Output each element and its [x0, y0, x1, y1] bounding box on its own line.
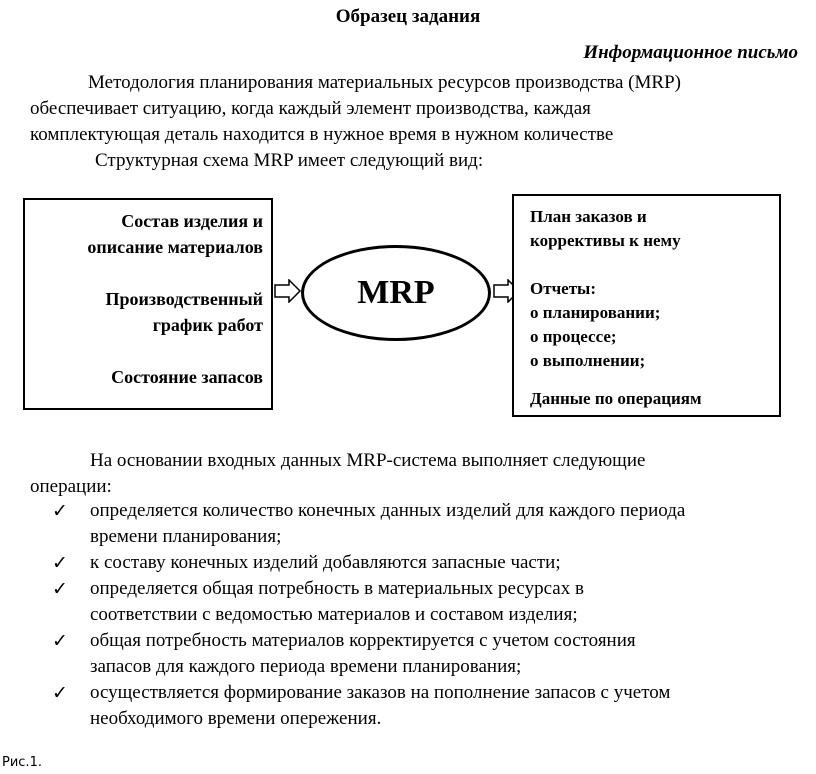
page-title: Образец задания	[335, 6, 481, 27]
output-item-3: Данные по операциям	[530, 389, 702, 408]
inputs-box	[23, 198, 273, 410]
list-item-line-1: общая потребность материалов корректируется с учетом состояния	[90, 630, 636, 651]
list-item-line-2: необходимого времени опережения.	[90, 708, 382, 729]
operations-intro-line-1: На основании входных данных MRP-система выполняет следующие	[90, 450, 646, 471]
checkmark-icon: ✓	[52, 630, 68, 652]
operations-intro-line-2: операции:	[30, 476, 112, 497]
list-item-line-2: запасов для каждого периода времени планирования;	[90, 656, 522, 677]
output-item-2-line-2: о планировании;	[530, 303, 661, 322]
list-item-line-1: определяется общая потребность в материальных ресурсах в	[90, 578, 584, 599]
list-item	[52, 498, 802, 550]
output-item-1-line-1: План заказов и	[530, 207, 647, 226]
figure-caption: Рис.1.	[2, 755, 42, 770]
intro-line-2: обеспечивает ситуацию, когда каждый элемент производства, каждая	[30, 98, 591, 119]
checkmark-icon: ✓	[52, 578, 68, 600]
input-item-1-line-2: описание материалов	[87, 237, 263, 257]
list-item	[52, 550, 802, 576]
input-item-3: Состояние запасов	[111, 367, 263, 387]
input-arrow-icon	[274, 279, 302, 303]
input-item-2-line-2: график работ	[152, 315, 263, 335]
output-item-2-line-4: о выполнении;	[530, 351, 646, 370]
input-item-2-line-1: Производственный	[105, 289, 263, 309]
mrp-label: MRP	[357, 274, 435, 311]
list-item-line-2: соответствии с ведомостью материалов и составом изделия;	[90, 604, 578, 625]
mrp-ellipse	[301, 245, 491, 341]
list-item-line-1: осуществляется формирование заказов на пополнение запасов с учетом	[90, 682, 671, 703]
checkmark-icon: ✓	[52, 552, 68, 574]
outputs-box	[512, 194, 781, 417]
list-item	[52, 628, 802, 680]
checkmark-icon: ✓	[52, 500, 68, 522]
output-item-2-line-1: Отчеты:	[530, 279, 596, 298]
checkmark-icon: ✓	[52, 682, 68, 704]
list-item-line-2: времени планирования;	[90, 526, 282, 547]
list-item	[52, 576, 802, 628]
operations-list	[52, 498, 802, 732]
intro-line-3: комплектующая деталь находится в нужное время в нужном количестве	[30, 124, 614, 145]
list-item	[52, 680, 802, 732]
output-item-1-line-2: коррективы к нему	[530, 231, 681, 250]
output-item-2-line-3: о процессе;	[530, 327, 617, 346]
intro-line-1: Методология планирования материальных ресурсов производства (MRP)	[88, 72, 681, 93]
input-item-1-line-1: Состав изделия и	[121, 211, 263, 231]
list-item-line-1: определяется количество конечных данных изделий для каждого периода	[90, 500, 686, 521]
list-item-line-1: к составу конечных изделий добавляются запасные части;	[90, 552, 561, 573]
letter-heading: Информационное письмо	[583, 42, 798, 63]
intro-line-4: Структурная схема MRP имеет следующий вид:	[95, 150, 484, 171]
